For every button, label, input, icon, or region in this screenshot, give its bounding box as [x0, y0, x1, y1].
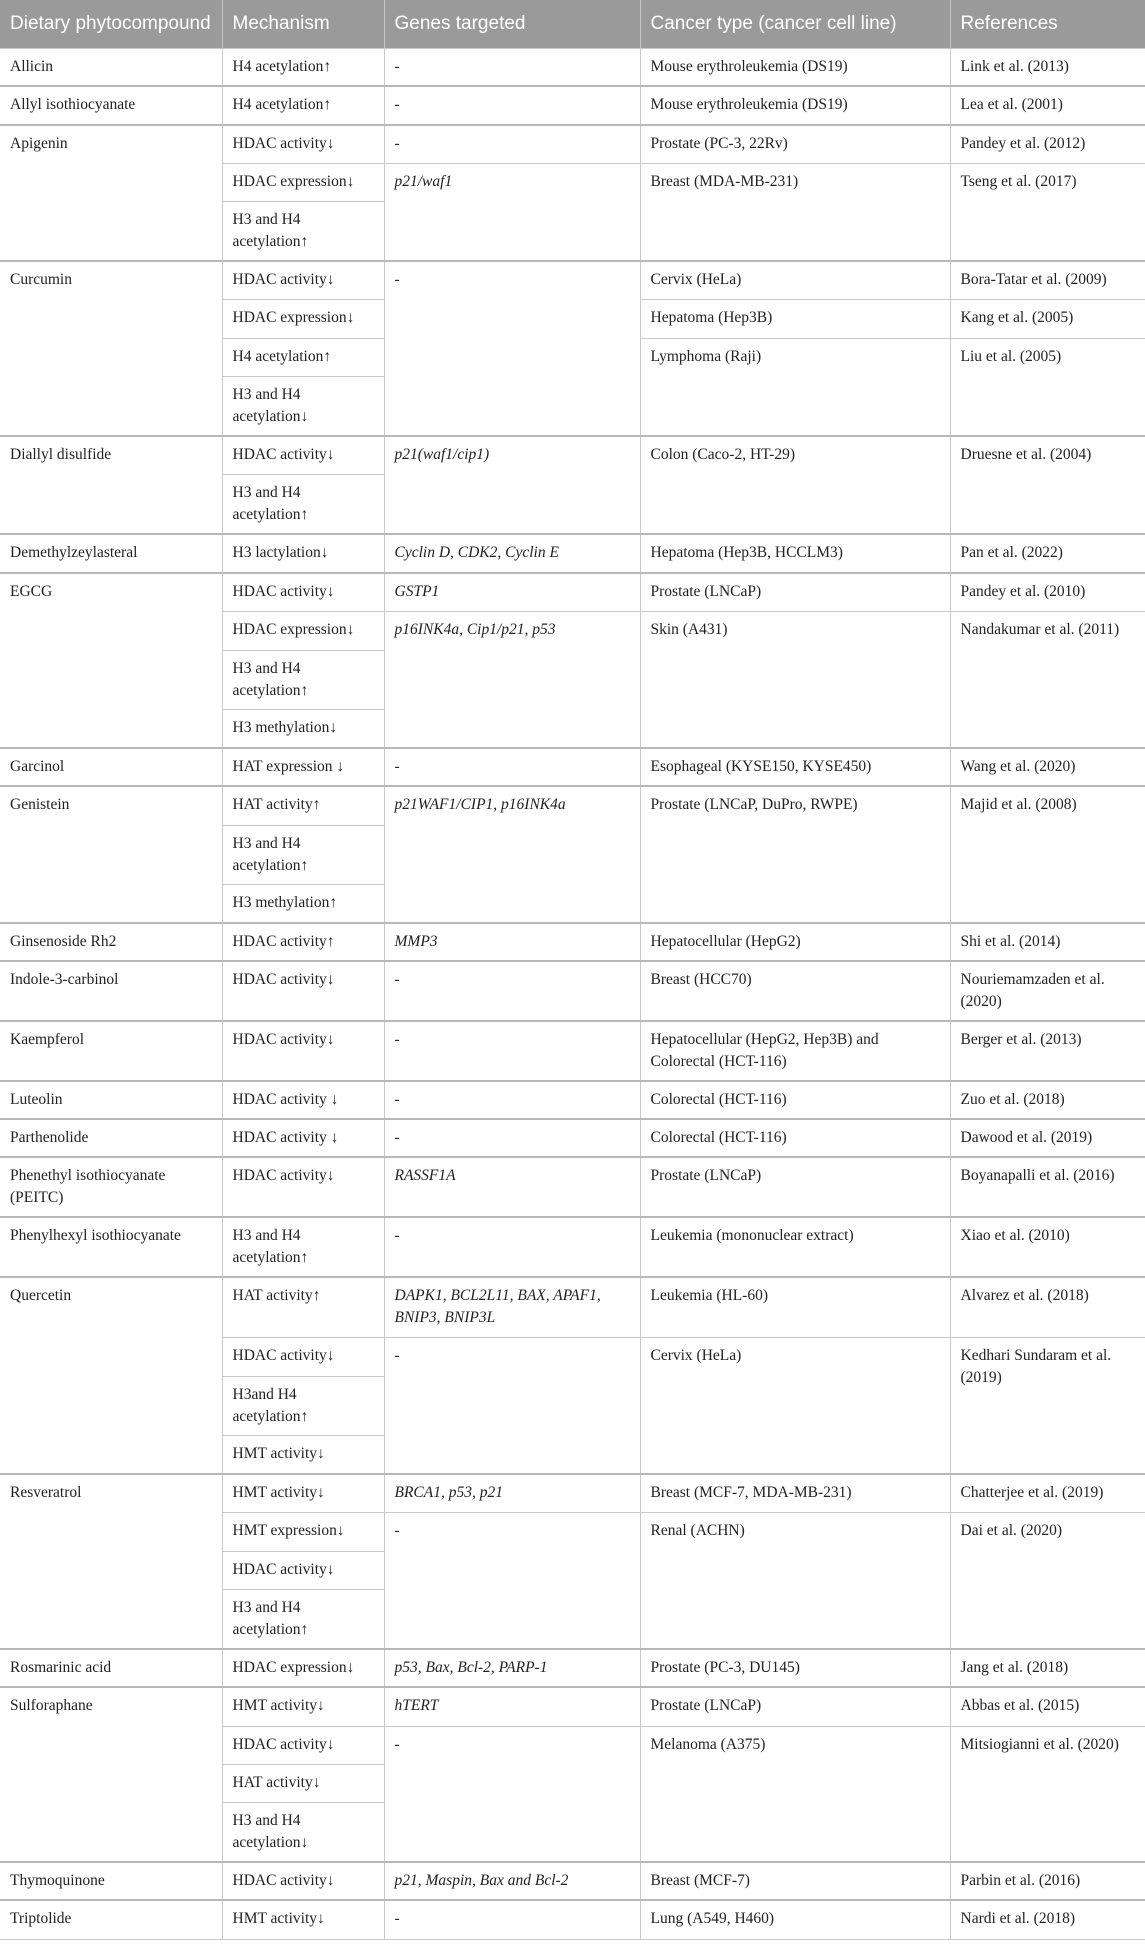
- table-cell: Curcumin: [0, 261, 222, 436]
- table-cell: HDAC activity↓: [222, 1726, 384, 1764]
- table-cell: Hepatoma (Hep3B, HCCLM3): [640, 534, 950, 573]
- table-row: [0, 961, 1145, 1021]
- table-cell: Tseng et al. (2017): [950, 163, 1145, 261]
- table-row: [0, 1217, 1145, 1277]
- table-cell: Lymphoma (Raji): [640, 338, 950, 436]
- table-cell: Cervix (HeLa): [640, 1337, 950, 1474]
- table-cell: HMT activity↓: [222, 1687, 384, 1726]
- table-cell: Nouriemamzaden et al. (2020): [950, 961, 1145, 1021]
- table-cell: Prostate (LNCaP): [640, 573, 950, 611]
- table-cell: Prostate (LNCaP): [640, 1157, 950, 1217]
- table-cell: Lung (A549, H460): [640, 1900, 950, 1939]
- table-row: [0, 1277, 1145, 1337]
- table-cell: HDAC activity↓: [222, 1551, 384, 1589]
- table-cell: HMT activity↓: [222, 1435, 384, 1474]
- table-cell: HDAC activity↓: [222, 1157, 384, 1217]
- table-cell: Parbin et al. (2016): [950, 1862, 1145, 1900]
- table-cell: Rosmarinic acid: [0, 1649, 222, 1687]
- table-cell: Dawood et al. (2019): [950, 1119, 1145, 1157]
- table-cell: Renal (ACHN): [640, 1512, 950, 1649]
- table-cell: Prostate (LNCaP, DuPro, RWPE): [640, 786, 950, 923]
- table-cell: HDAC expression↓: [222, 299, 384, 338]
- table-cell: Esophageal (KYSE150, KYSE450): [640, 748, 950, 786]
- table-cell: Breast (HCC70): [640, 961, 950, 1021]
- table-cell: Chatterjee et al. (2019): [950, 1474, 1145, 1512]
- table-cell: Triptolide: [0, 1900, 222, 1939]
- table-cell: Mouse erythroleukemia (DS19): [640, 86, 950, 125]
- table-cell: Breast (MDA-MB-231): [640, 163, 950, 261]
- table-cell: HDAC activity↓: [222, 261, 384, 299]
- table-cell: HDAC expression↓: [222, 611, 384, 650]
- table-cell: Pan et al. (2022): [950, 534, 1145, 573]
- table-cell: HAT activity↑: [222, 786, 384, 825]
- table-cell: H4 acetylation↑: [222, 48, 384, 86]
- table-cell: Jang et al. (2018): [950, 1649, 1145, 1687]
- table-cell: Allyl isothiocyanate: [0, 86, 222, 125]
- table-cell: Link et al. (2013): [950, 48, 1145, 86]
- table-cell: p21/waf1: [384, 163, 640, 261]
- table-cell: HDAC expression↓: [222, 1649, 384, 1687]
- table-cell: -: [384, 1119, 640, 1157]
- table-cell: Kang et al. (2005): [950, 299, 1145, 338]
- table-cell: Phenylhexyl isothiocyanate: [0, 1217, 222, 1277]
- table-cell: Zuo et al. (2018): [950, 1081, 1145, 1119]
- table-row: [0, 86, 1145, 125]
- table-cell: HAT activity↑: [222, 1277, 384, 1337]
- table-cell: Liu et al. (2005): [950, 338, 1145, 436]
- table-cell: Xiao et al. (2010): [950, 1217, 1145, 1277]
- table-row: [0, 48, 1145, 86]
- table-cell: -: [384, 1900, 640, 1939]
- table-cell: H3 lactylation↓: [222, 534, 384, 573]
- table-row: [0, 1900, 1145, 1939]
- table-cell: Bora-Tatar et al. (2009): [950, 261, 1145, 299]
- table-cell: HDAC activity↑: [222, 923, 384, 961]
- table-cell: Pandey et al. (2012): [950, 125, 1145, 163]
- table-row: [0, 786, 1145, 825]
- table-cell: Berger et al. (2013): [950, 1021, 1145, 1081]
- table-cell: Sulforaphane: [0, 1687, 222, 1862]
- table-row: [0, 1862, 1145, 1900]
- table-row: [0, 534, 1145, 573]
- table-cell: Prostate (PC-3, 22Rv): [640, 125, 950, 163]
- header-cancer-type: Cancer type (cancer cell line): [640, 0, 950, 48]
- table-cell: Thymoquinone: [0, 1862, 222, 1900]
- table-cell: GSTP1: [384, 573, 640, 611]
- table-cell: Boyanapalli et al. (2016): [950, 1157, 1145, 1217]
- table-cell: Lea et al. (2001): [950, 86, 1145, 125]
- table-cell: p16INK4a, Cip1/p21, p53: [384, 611, 640, 748]
- table-cell: H3 methylation↑: [222, 884, 384, 923]
- table-cell: H3 and H4 acetylation↓: [222, 1802, 384, 1862]
- table-cell: RASSF1A: [384, 1157, 640, 1217]
- table-cell: Leukemia (mononuclear extract): [640, 1217, 950, 1277]
- table-cell: Mitsiogianni et al. (2020): [950, 1726, 1145, 1862]
- table-row: [0, 923, 1145, 961]
- table-row: [0, 1119, 1145, 1157]
- table-cell: Ginsenoside Rh2: [0, 923, 222, 961]
- table-row: [0, 1157, 1145, 1217]
- table-cell: MMP3: [384, 923, 640, 961]
- table-cell: HDAC activity↓: [222, 1337, 384, 1376]
- table-cell: Demethylzeylasteral: [0, 534, 222, 573]
- table-cell: -: [384, 1337, 640, 1474]
- table-cell: hTERT: [384, 1687, 640, 1726]
- table-cell: H3 and H4 acetylation↑: [222, 474, 384, 534]
- table-cell: Colon (Caco-2, HT-29): [640, 436, 950, 534]
- header-compound: Dietary phytocompound: [0, 0, 222, 48]
- table-cell: HDAC activity↓: [222, 961, 384, 1021]
- table-cell: HDAC activity↓: [222, 125, 384, 163]
- table-cell: Leukemia (HL-60): [640, 1277, 950, 1337]
- table-cell: p21(waf1/cip1): [384, 436, 640, 534]
- table-row: [0, 748, 1145, 786]
- table-cell: Wang et al. (2020): [950, 748, 1145, 786]
- table-cell: -: [384, 48, 640, 86]
- table-cell: Resveratrol: [0, 1474, 222, 1649]
- table-row: [0, 1474, 1145, 1512]
- table-cell: DAPK1, BCL2L11, BAX, APAF1, BNIP3, BNIP3L: [384, 1277, 640, 1337]
- table-cell: HDAC activity↓: [222, 573, 384, 611]
- table-row: [0, 436, 1145, 474]
- table-cell: H3and H4 acetylation↑: [222, 1376, 384, 1435]
- table-cell: p53, Bax, Bcl-2, PARP-1: [384, 1649, 640, 1687]
- table-cell: HDAC activity↓: [222, 436, 384, 474]
- table-cell: Indole-3-carbinol: [0, 961, 222, 1021]
- table-cell: Cyclin D, CDK2, Cyclin E: [384, 534, 640, 573]
- table-cell: -: [384, 1217, 640, 1277]
- table-cell: HMT expression↓: [222, 1512, 384, 1551]
- table-cell: H4 acetylation↑: [222, 86, 384, 125]
- table-cell: Parthenolide: [0, 1119, 222, 1157]
- table-cell: HDAC activity↓: [222, 1021, 384, 1081]
- table-cell: HMT activity↓: [222, 1474, 384, 1512]
- table-cell: -: [384, 1726, 640, 1862]
- table-cell: H3 methylation↓: [222, 709, 384, 748]
- table-body: [0, 48, 1145, 1939]
- table-cell: p21WAF1/CIP1, p16INK4a: [384, 786, 640, 923]
- table-cell: Majid et al. (2008): [950, 786, 1145, 923]
- table-row: [0, 1021, 1145, 1081]
- table-cell: Cervix (HeLa): [640, 261, 950, 299]
- table-cell: Luteolin: [0, 1081, 222, 1119]
- table-cell: Skin (A431): [640, 611, 950, 748]
- header-references: References: [950, 0, 1145, 48]
- table-cell: Nandakumar et al. (2011): [950, 611, 1145, 748]
- table-cell: Alvarez et al. (2018): [950, 1277, 1145, 1337]
- table-cell: H3 and H4 acetylation↑: [222, 1589, 384, 1649]
- table-cell: Mouse erythroleukemia (DS19): [640, 48, 950, 86]
- table-cell: H3 and H4 acetylation↑: [222, 1217, 384, 1277]
- table-cell: Allicin: [0, 48, 222, 86]
- table-cell: Kaempferol: [0, 1021, 222, 1081]
- table-cell: Dai et al. (2020): [950, 1512, 1145, 1649]
- table-cell: HDAC expression↓: [222, 163, 384, 201]
- table-cell: EGCG: [0, 573, 222, 748]
- table-cell: Pandey et al. (2010): [950, 573, 1145, 611]
- table-cell: -: [384, 961, 640, 1021]
- table-cell: H3 and H4 acetylation↑: [222, 650, 384, 709]
- table-cell: -: [384, 748, 640, 786]
- table-cell: -: [384, 125, 640, 163]
- table-cell: Prostate (LNCaP): [640, 1687, 950, 1726]
- table-cell: Prostate (PC-3, DU145): [640, 1649, 950, 1687]
- header-genes: Genes targeted: [384, 0, 640, 48]
- table-cell: Quercetin: [0, 1277, 222, 1474]
- table-cell: Shi et al. (2014): [950, 923, 1145, 961]
- table-cell: Genistein: [0, 786, 222, 923]
- table-cell: Breast (MCF-7): [640, 1862, 950, 1900]
- table-cell: -: [384, 261, 640, 436]
- table-row: [0, 573, 1145, 611]
- table-cell: Colorectal (HCT-116): [640, 1119, 950, 1157]
- table-row: [0, 1687, 1145, 1726]
- table-cell: HDAC activity ↓: [222, 1119, 384, 1157]
- table-cell: H4 acetylation↑: [222, 338, 384, 376]
- table-cell: HAT activity↓: [222, 1764, 384, 1802]
- table-cell: -: [384, 1512, 640, 1649]
- table-cell: Hepatoma (Hep3B): [640, 299, 950, 338]
- table-cell: Phenethyl isothiocyanate (PEITC): [0, 1157, 222, 1217]
- table-cell: Hepatocellular (HepG2, Hep3B) and Colorectal (HCT-116): [640, 1021, 950, 1081]
- table-cell: HDAC activity ↓: [222, 1081, 384, 1119]
- table-cell: Colorectal (HCT-116): [640, 1081, 950, 1119]
- table-cell: H3 and H4 acetylation↓: [222, 376, 384, 436]
- table-cell: Garcinol: [0, 748, 222, 786]
- table-cell: -: [384, 1021, 640, 1081]
- table-cell: HMT activity↓: [222, 1900, 384, 1939]
- table-cell: Apigenin: [0, 125, 222, 261]
- table-cell: BRCA1, p53, p21: [384, 1474, 640, 1512]
- table-cell: Nardi et al. (2018): [950, 1900, 1145, 1939]
- header-row: [0, 0, 1145, 48]
- table-cell: Melanoma (A375): [640, 1726, 950, 1862]
- table-cell: Diallyl disulfide: [0, 436, 222, 534]
- table-cell: HAT expression ↓: [222, 748, 384, 786]
- table-cell: -: [384, 86, 640, 125]
- table-cell: H3 and H4 acetylation↑: [222, 201, 384, 261]
- table-cell: HDAC activity↓: [222, 1862, 384, 1900]
- table-row: [0, 261, 1145, 299]
- table-cell: Druesne et al. (2004): [950, 436, 1145, 534]
- table-cell: Breast (MCF-7, MDA-MB-231): [640, 1474, 950, 1512]
- header-mechanism: Mechanism: [222, 0, 384, 48]
- table-cell: Hepatocellular (HepG2): [640, 923, 950, 961]
- table-cell: p21, Maspin, Bax and Bcl-2: [384, 1862, 640, 1900]
- table-cell: Abbas et al. (2015): [950, 1687, 1145, 1726]
- table-row: [0, 1649, 1145, 1687]
- table-row: [0, 1081, 1145, 1119]
- table-cell: -: [384, 1081, 640, 1119]
- table-cell: H3 and H4 acetylation↑: [222, 825, 384, 884]
- table-row: [0, 125, 1145, 163]
- table-cell: Kedhari Sundaram et al. (2019): [950, 1337, 1145, 1474]
